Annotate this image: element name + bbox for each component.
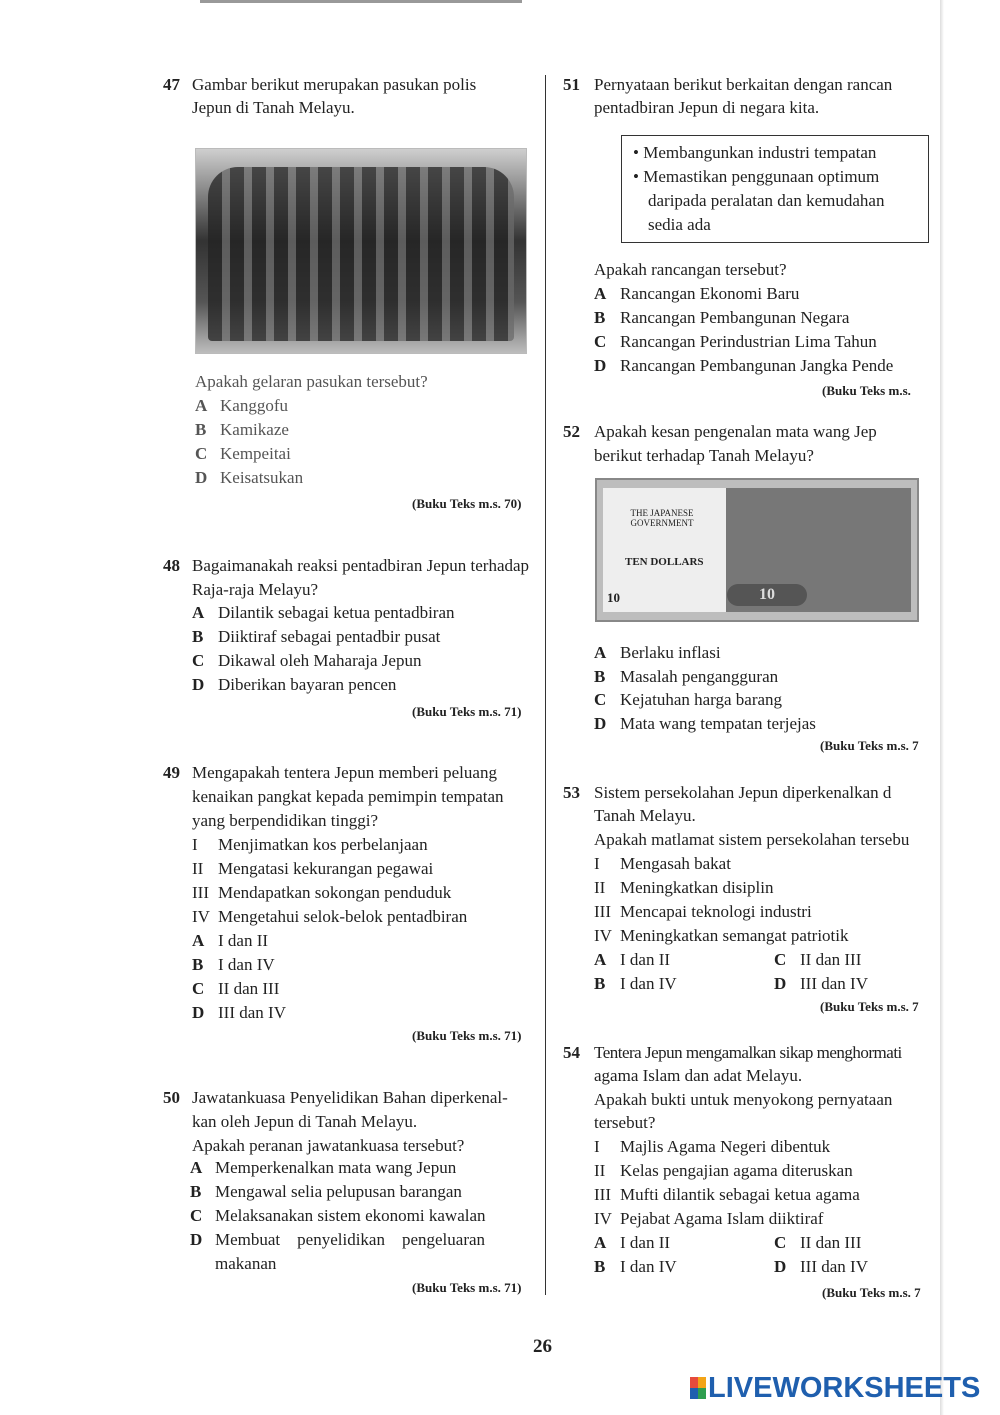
option-letter: D <box>190 1230 203 1249</box>
question-stem: Sistem persekolahan Jepun diperkenalkan d <box>594 783 892 802</box>
top-edge-line <box>200 0 522 3</box>
source-reference: (Buku Teks m.s. 7 <box>820 738 919 753</box>
statement: Mendapatkan sokongan penduduk <box>218 883 452 902</box>
question-stem: kan oleh Jepun di Tanah Melayu. <box>192 1112 418 1131</box>
option-b[interactable]: I dan IV <box>218 955 275 974</box>
page-number: 26 <box>533 1336 552 1357</box>
option-c[interactable]: Kempeitai <box>220 444 291 463</box>
question-stem: pentadbiran Jepun di negara kita. <box>594 98 820 117</box>
option-letter: D <box>195 468 208 487</box>
banknote-value: 10 <box>727 584 807 606</box>
box-line: daripada peralatan dan kemudahan <box>648 191 885 210</box>
statement-numeral: IV <box>192 907 210 926</box>
option-letter: B <box>192 627 204 646</box>
option-letter: C <box>774 1233 787 1252</box>
banknote-denomination: TEN DOLLARS <box>625 556 704 568</box>
statement: Mengasah bakat <box>620 854 731 873</box>
japanese-banknote-image <box>595 478 919 622</box>
option-c[interactable]: Melaksanakan sistem ekonomi kawalan <box>215 1206 486 1225</box>
source-reference: (Buku Teks m.s. 71) <box>412 704 522 719</box>
option-letter: D <box>192 675 205 694</box>
option-letter: B <box>594 308 606 327</box>
option-a[interactable]: Rancangan Ekonomi Baru <box>620 284 800 303</box>
option-b[interactable]: Masalah pengangguran <box>620 667 779 686</box>
option-b[interactable]: I dan IV <box>620 1257 677 1276</box>
question-stem: Raja-raja Melayu? <box>192 580 319 599</box>
option-letter: A <box>594 1233 607 1252</box>
option-letter: A <box>192 931 205 950</box>
statement-numeral: III <box>192 883 209 902</box>
source-reference: (Buku Teks m.s. 71) <box>412 1028 522 1043</box>
option-d[interactable]: III dan IV <box>218 1003 286 1022</box>
option-letter: B <box>195 420 207 439</box>
option-letter: A <box>594 643 607 662</box>
liveworksheets-logo <box>690 1372 980 1405</box>
statement-numeral: I <box>594 1137 600 1156</box>
option-letter: D <box>774 974 787 993</box>
police-photo <box>195 148 527 354</box>
statement: Mufti dilantik sebagai ketua agama <box>620 1185 860 1204</box>
option-letter: C <box>190 1206 203 1225</box>
statement: Menjimatkan kos perbelanjaan <box>218 835 428 854</box>
box-line: sedia ada <box>648 215 711 234</box>
option-d[interactable]: Membuat penyelidikan pengeluaran <box>215 1230 486 1249</box>
option-a[interactable]: I dan II <box>218 931 269 950</box>
option-d[interactable]: III dan IV <box>800 1257 868 1276</box>
option-c[interactable]: II dan III <box>218 979 280 998</box>
statement-numeral: II <box>594 878 606 897</box>
statement: Majlis Agama Negeri dibentuk <box>620 1137 831 1156</box>
source-reference: (Buku Teks m.s. 71) <box>412 1280 522 1295</box>
option-letter: A <box>594 950 607 969</box>
statement-numeral: I <box>594 854 600 873</box>
option-letter: B <box>190 1182 202 1201</box>
statement-numeral: IV <box>594 1209 612 1228</box>
question-stem: tersebut? <box>594 1113 656 1132</box>
question-stem: Jepun di Tanah Melayu. <box>192 98 355 117</box>
option-letter: B <box>594 974 606 993</box>
option-a[interactable]: Kanggofu <box>220 396 288 415</box>
statement-numeral: III <box>594 902 611 921</box>
option-c[interactable]: Kejatuhan harga barang <box>620 690 783 709</box>
option-d-continued[interactable]: makanan <box>215 1254 277 1273</box>
option-letter: D <box>594 356 607 375</box>
option-letter: C <box>594 332 607 351</box>
option-b[interactable]: Rancangan Pembangunan Negara <box>620 308 850 327</box>
logo-icon <box>690 1377 706 1399</box>
statement-numeral: IV <box>594 926 612 945</box>
box-line: • Membangunkan industri tempatan <box>633 143 877 162</box>
option-d[interactable]: III dan IV <box>800 974 868 993</box>
option-b[interactable]: Diiktiraf sebagai pentadbir pusat <box>218 627 441 646</box>
option-d[interactable]: Rancangan Pembangunan Jangka Pende <box>620 356 894 375</box>
option-a[interactable]: Memperkenalkan mata wang Jepun <box>215 1158 457 1177</box>
statement: Mencapai teknologi industri <box>620 902 812 921</box>
option-d[interactable]: Mata wang tempatan terjejas <box>620 714 816 733</box>
option-letter: D <box>594 714 607 733</box>
question-stem: Pernyataan berikut berkaitan dengan rancan <box>594 75 893 94</box>
option-letter: A <box>195 396 208 415</box>
brand-name: LIVEWORKSHEETS <box>708 1372 981 1404</box>
question-number: 50 <box>163 1088 180 1107</box>
statement-numeral: I <box>192 835 198 854</box>
question-stem: Tentera Jepun mengamalkan sikap menghormati <box>594 1043 902 1062</box>
statement-numeral: III <box>594 1185 611 1204</box>
question-stem: Bagaimanakah reaksi pentadbiran Jepun terhadap <box>192 556 530 575</box>
question-stem: Tanah Melayu. <box>594 806 696 825</box>
option-letter: B <box>594 1257 606 1276</box>
option-letter: C <box>192 979 205 998</box>
statement: Mengetahui selok-belok pentadbiran <box>218 907 468 926</box>
option-a[interactable]: I dan II <box>620 950 671 969</box>
option-a[interactable]: Dilantik sebagai ketua pentadbiran <box>218 603 455 622</box>
option-letter: C <box>774 950 787 969</box>
question-stem: Apakah matlamat sistem persekolahan tersebu <box>594 830 910 849</box>
question-number: 53 <box>563 783 580 802</box>
question-stem: yang berpendidikan tinggi? <box>192 811 379 830</box>
statement: Pejabat Agama Islam diiktiraf <box>620 1209 824 1228</box>
statement: Mengatasi kekurangan pegawai <box>218 859 434 878</box>
option-letter: A <box>190 1158 203 1177</box>
option-letter: A <box>192 603 205 622</box>
question-stem: Apakah bukti untuk menyokong pernyataan <box>594 1090 893 1109</box>
question-stem: Apakah peranan jawatankuasa tersebut? <box>192 1136 465 1155</box>
option-c[interactable]: Dikawal oleh Maharaja Jepun <box>218 651 422 670</box>
statement-numeral: II <box>192 859 204 878</box>
option-letter: B <box>594 667 606 686</box>
question-stem: kenaikan pangkat kepada pemimpin tempatan <box>192 787 504 806</box>
question-text: Apakah rancangan tersebut? <box>594 260 787 279</box>
question-stem: Gambar berikut merupakan pasukan polis <box>192 75 477 94</box>
question-stem: Apakah kesan pengenalan mata wang Jep <box>594 422 877 441</box>
option-letter: D <box>774 1257 787 1276</box>
option-b[interactable]: Kamikaze <box>220 420 289 439</box>
option-c[interactable]: II dan III <box>800 1233 862 1252</box>
option-a[interactable]: Berlaku inflasi <box>620 643 721 662</box>
question-number: 54 <box>563 1043 580 1062</box>
option-letter: A <box>594 284 607 303</box>
option-letter: D <box>192 1003 205 1022</box>
option-c[interactable]: Rancangan Perindustrian Lima Tahun <box>620 332 877 351</box>
question-number: 47 <box>163 75 180 94</box>
statement: Meningkatkan semangat patriotik <box>620 926 849 945</box>
box-line: • Memastikan penggunaan optimum <box>633 167 880 186</box>
option-a[interactable]: I dan II <box>620 1233 671 1252</box>
option-d[interactable]: Keisatsukan <box>220 468 304 487</box>
option-letter: C <box>192 651 205 670</box>
question-text: Apakah gelaran pasukan tersebut? <box>195 372 428 391</box>
question-number: 48 <box>163 556 180 575</box>
option-letter: B <box>192 955 204 974</box>
page-edge <box>940 0 944 1415</box>
option-letter: C <box>195 444 208 463</box>
source-reference: (Buku Teks m.s. 7 <box>822 1285 921 1300</box>
option-letter: C <box>594 690 607 709</box>
question-number: 51 <box>563 75 580 94</box>
statement-numeral: II <box>594 1161 606 1180</box>
question-stem: agama Islam dan adat Melayu. <box>594 1066 803 1085</box>
question-number: 52 <box>563 422 580 441</box>
option-b[interactable]: Mengawal selia pelupusan barangan <box>215 1182 462 1201</box>
option-d[interactable]: Diberikan bayaran pencen <box>218 675 397 694</box>
source-reference: (Buku Teks m.s. <box>822 383 911 398</box>
option-b[interactable]: I dan IV <box>620 974 677 993</box>
question-stem: Mengapakah tentera Jepun memberi peluang <box>192 763 497 782</box>
banknote-corner-value: 10 <box>607 590 620 605</box>
statement: Meningkatkan disiplin <box>620 878 774 897</box>
source-reference: (Buku Teks m.s. 7 <box>820 999 919 1014</box>
option-c[interactable]: II dan III <box>800 950 862 969</box>
question-number: 49 <box>163 763 180 782</box>
banknote-title: THE JAPANESE GOVERNMENT <box>630 508 694 528</box>
source-reference: (Buku Teks m.s. 70) <box>412 496 522 511</box>
statement: Kelas pengajian agama diteruskan <box>620 1161 853 1180</box>
column-divider <box>545 75 546 1295</box>
question-stem: berikut terhadap Tanah Melayu? <box>594 446 814 465</box>
question-stem: Jawatankuasa Penyelidikan Bahan diperkenal- <box>192 1088 508 1107</box>
